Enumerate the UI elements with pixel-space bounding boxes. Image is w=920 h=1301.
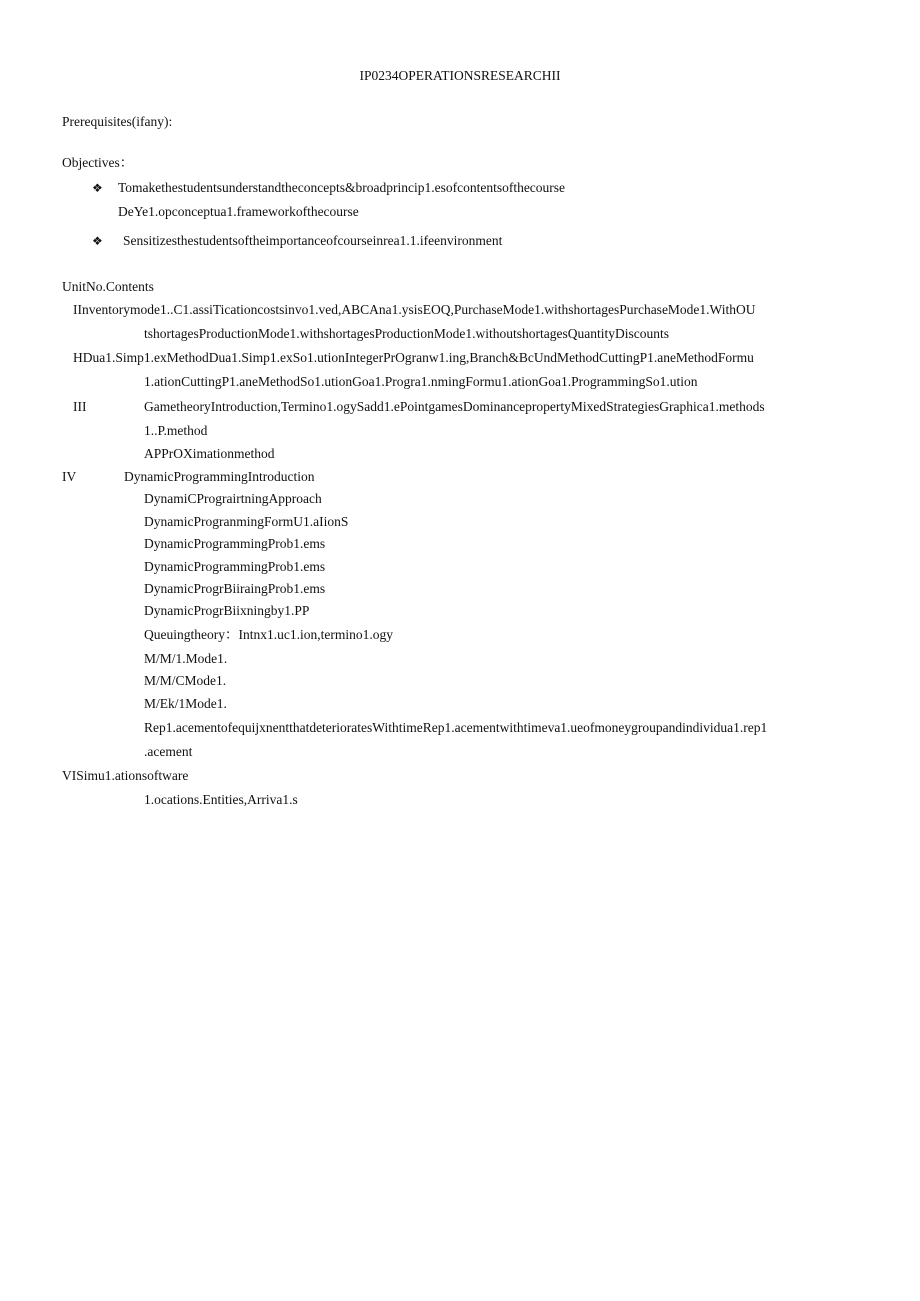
unit-3-line-2: 1..P.method <box>144 423 208 438</box>
unit-3-number: III <box>73 399 87 414</box>
unit-4-item: DynamicProgrammingProb1.ems <box>144 559 326 574</box>
objective-item-2: Sensitizesthestudentsoftheimportanceofcourseinrea1.1.ifeenvironment <box>123 233 503 248</box>
unit-3-line-3: APPrOXimationmethod <box>144 446 275 461</box>
diamond-bullet-icon: ❖ <box>92 181 103 195</box>
unit-4-item: Queuingtheory：Intnx1.uc1.ion,termino1.ogy <box>144 627 393 642</box>
unit-4-item: DynamicProgrammingProb1.ems <box>144 536 326 551</box>
unit-3-line-1: GametheoryIntroduction,Termino1.ogySadd1.ePointgamesDominancepropertyMixedStrategiesGraphica1.methods <box>144 399 765 414</box>
unit-1-line-1: IInventorymode1..C1.assiTicationcostsinvo1.ved,ABCAna1.ysisEOQ,PurchaseMode1.withshortagesPurchaseMode1.WithOU <box>73 302 756 317</box>
unit-4-item: .acement <box>144 744 193 759</box>
objective-item-1-line-2: DeYe1.opconceptua1.frameworkofthecourse <box>118 204 359 219</box>
unit-4-item: DynamicProgranmingFormU1.aIionS <box>144 514 349 529</box>
unit-4-item: DynamicProgrBiixningby1.PP <box>144 603 310 618</box>
unit-2-line-1: HDua1.Simp1.exMethodDua1.Simp1.exSo1.utionIntegerPrOgranw1.ing,Branch&BcUndMethodCuttingP1.aneMethodFormu <box>73 350 754 365</box>
unit-4-item: M/Ek/1Mode1. <box>144 696 227 711</box>
units-heading: UnitNo.Contents <box>62 279 154 294</box>
unit-4-item: M/M/1.Mode1. <box>144 651 228 666</box>
document-title: IP0234OPERATIONSRESEARCHII <box>359 68 561 83</box>
unit-6-line-1: 1.ocations.Entities,Arriva1.s <box>144 792 298 807</box>
unit-4-item: DynamiCPrograirtningApproach <box>144 491 322 506</box>
unit-4-number: IV <box>62 469 77 484</box>
unit-4-item: Rep1.acementofequijxnentthatdeterioratesWithtimeRep1.acementwithtimeva1.ueofmoneygroupandindividua1.rep1 <box>144 720 768 735</box>
unit-1-line-2: tshortagesProductionMode1.withshortagesProductionMode1.withoutshortagesQuantityDiscounts <box>144 326 669 341</box>
objectives-heading: Objectives： <box>62 155 134 170</box>
prerequisites-label: Prerequisites(ifany): <box>62 114 173 129</box>
unit-4-heading: DynamicProgrammingIntroduction <box>124 469 315 484</box>
unit-4-item: DynamicProgrBiiraingProb1.ems <box>144 581 326 596</box>
diamond-bullet-icon: ❖ <box>92 234 103 248</box>
unit-4-item: M/M/CMode1. <box>144 673 227 688</box>
unit-6-heading: VISimu1.ationsoftware <box>62 768 189 783</box>
unit-2-line-2: 1.ationCuttingP1.aneMethodSo1.utionGoa1.Progra1.nmingFormu1.ationGoa1.ProgrammingSo1.ution <box>144 374 698 389</box>
objective-item-1-line-1: Tomakethestudentsunderstandtheconcepts&broadprincip1.esofcontentsofthecourse <box>118 180 566 195</box>
